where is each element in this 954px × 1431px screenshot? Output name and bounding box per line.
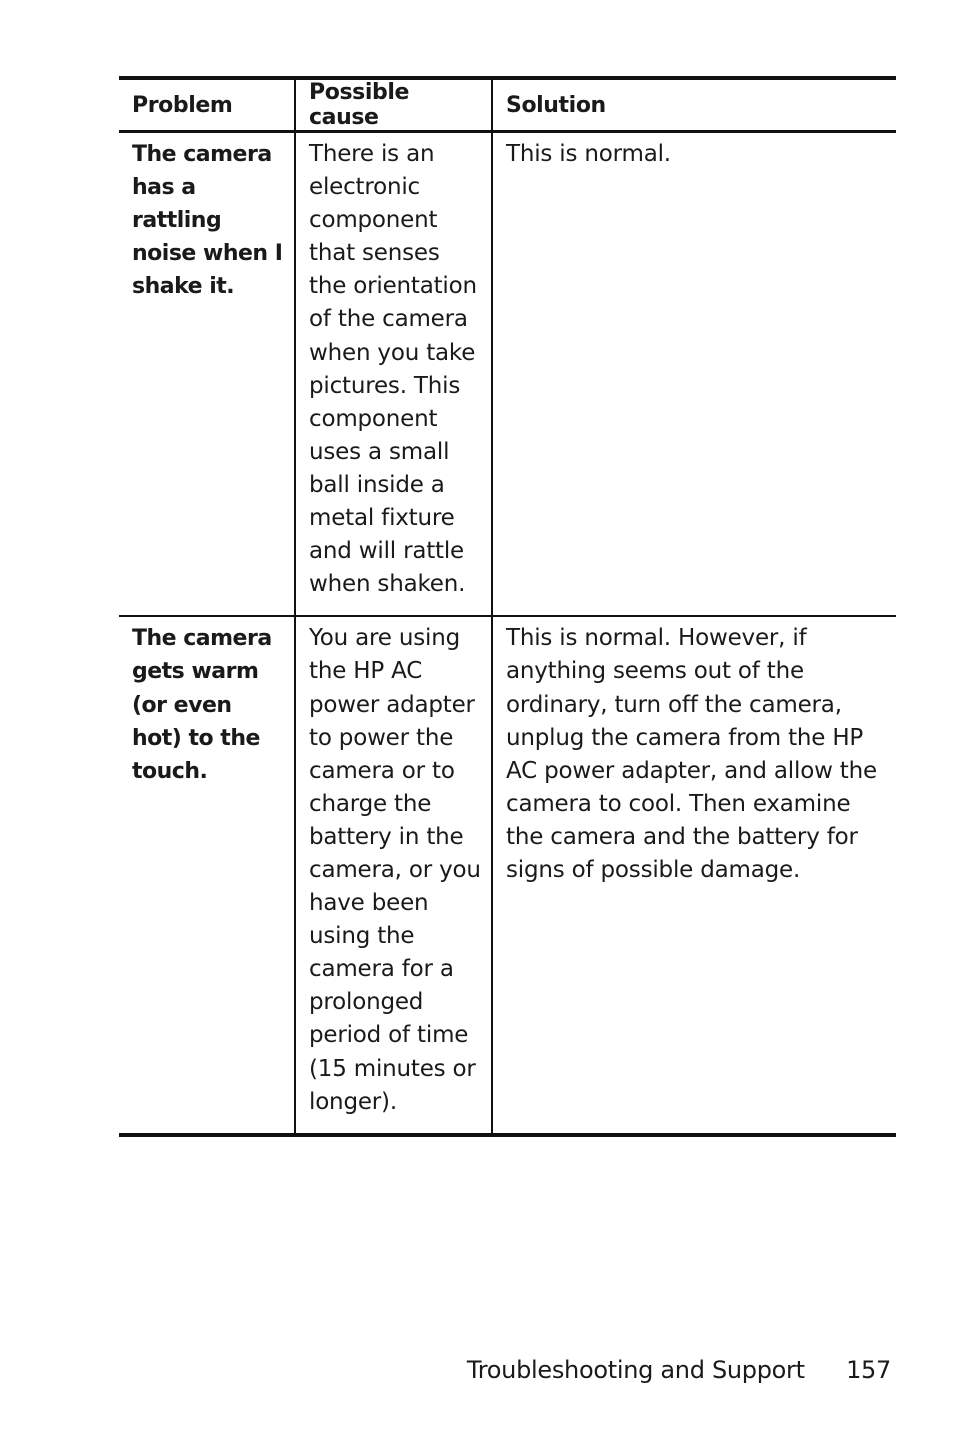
header-problem: Problem [132,92,233,118]
problem-cell: The camera gets warm (or even hot) to the touch. [132,626,272,784]
problem-cell: The camera has a rattling noise when I shake it. [132,142,283,300]
footer-section-title: Troubleshooting and Support [466,1356,805,1384]
header-solution: Solution [492,78,896,132]
page-number: 157 [846,1356,891,1384]
solution-cell: This is normal. However, if anything seems out of the ordinary, turn off the camera, unplug the camera from the HP AC power adapter, and allow the camera to cool. Then examine the camera and the battery for signs of possible damage. [492,616,896,1134]
table-body [119,132,896,1135]
cause-cell: You are using the HP AC power adapter to power the camera or to charge the battery in the camera, or you have been using the camera for a prolonged period of time (15 minutes or longer). [295,616,492,1134]
troubleshooting-table [119,76,896,1137]
header-possible-cause: Possible cause [295,78,492,132]
table-row [119,132,896,617]
page-footer [467,1356,891,1384]
header-row [119,78,896,132]
table-row [119,616,896,1134]
solution-cell: This is normal. [492,132,896,617]
table-header [119,78,896,132]
cause-cell: There is an electronic component that senses the orientation of the camera when you take pictures. This component uses a small ball inside a metal fixture and will rattle when shaken. [295,132,492,617]
